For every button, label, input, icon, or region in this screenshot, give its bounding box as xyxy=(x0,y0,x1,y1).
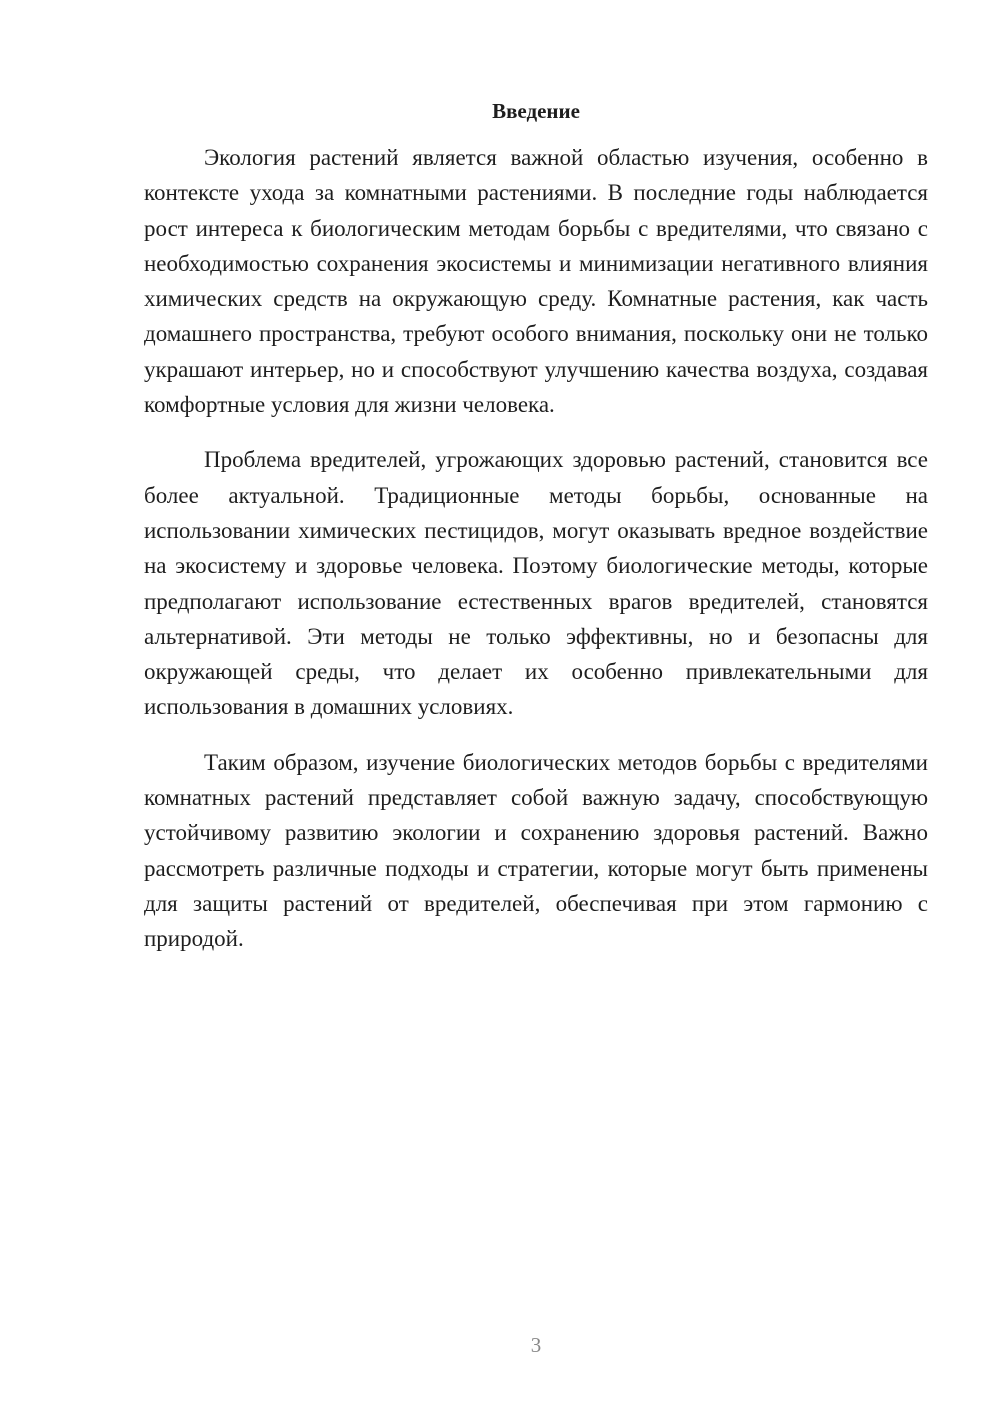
paragraph-3: Таким образом, изучение биологических методов борьбы с вредителями комнатных растений представляет собой важную задачу, способствующую устойчивому развитию экологии и сохранению здоровья растений. Важно рассмотреть различные подходы и стратегии, которые могут быть применены для защиты растений от вредителей, обеспечивая при этом гармонию с природой. xyxy=(144,749,928,952)
paragraph-1: Экология растений является важной областью изучения, особенно в контексте ухода за комнатными растениями. В последние годы наблюдается рост интереса к биологическим методам борьбы с вредителями, что связано с необходимостью сохранения экосистемы и минимизации негативного влияния химических средств на окружающую среду. Комнатные растения, как часть домашнего пространства, требуют особого внимания, поскольку они не только украшают интерьер, но и способствуют улучшению качества воздуха, создавая комфортные условия для жизни человека. xyxy=(144,145,928,418)
section-title: Введение xyxy=(492,99,580,123)
page-content xyxy=(144,96,928,977)
paragraph-2: Проблема вредителей, угрожающих здоровью растений, становится все более актуальной. Традиционные методы борьбы, основанные на использовании химических пестицидов, могут оказывать вредное воздействие на экосистему и здоровье человека. Поэтому биологические методы, которые предполагают использование естественных врагов вредителей, становятся альтернативой. Эти методы не только эффективны, но и безопасны для окружающей среды, что делает их особенно привлекательными для использования в домашних условиях. xyxy=(144,447,928,720)
page-number: 3 xyxy=(530,1333,542,1357)
